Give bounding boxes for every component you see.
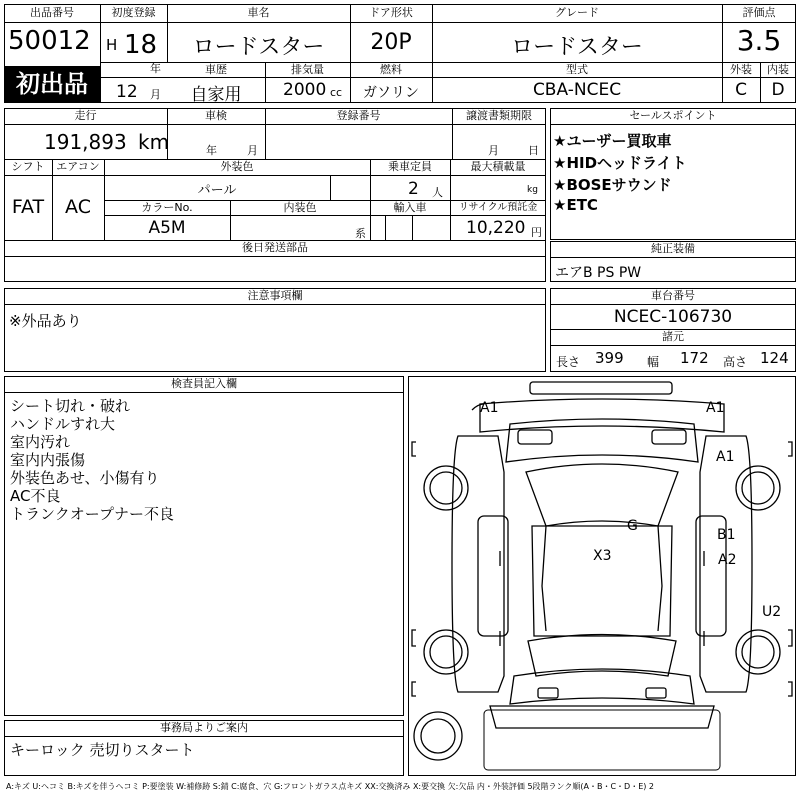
- era: H: [106, 36, 118, 54]
- dims-label: 諸元: [662, 330, 684, 343]
- shift: FAT: [11, 196, 45, 218]
- notes-label: 注意事項欄: [247, 289, 303, 302]
- ac-label: エアコン: [56, 160, 100, 173]
- exterior-label: 外装: [730, 63, 752, 76]
- sales-point-4: ★ETC: [553, 196, 598, 214]
- mark-a2-right-door: A2: [718, 552, 737, 568]
- load-unit: kg: [527, 185, 538, 195]
- height: 124: [760, 349, 789, 367]
- width-label: 幅: [647, 355, 660, 369]
- year-unit: 年: [150, 62, 161, 75]
- door-type: 20P: [370, 30, 412, 55]
- model-code: CBA-NCEC: [532, 80, 622, 100]
- sales-points-label: セールスポイント: [629, 109, 717, 122]
- notes-value: ※外品あり: [9, 312, 82, 330]
- ext-color: パール: [197, 183, 237, 198]
- displacement: 2000: [283, 80, 327, 100]
- transfer-day-unit: 日: [528, 144, 539, 157]
- transfer-month-unit: 月: [488, 144, 499, 157]
- later-parts-label: 後日発送部品: [242, 241, 308, 254]
- month-unit: 月: [150, 88, 161, 101]
- exterior-grade: C: [735, 80, 747, 100]
- first-reg-month: 12: [116, 82, 138, 102]
- mileage: 191,893: [44, 130, 127, 154]
- inspection-month-unit: 月: [247, 144, 258, 157]
- interior-label: 内装: [767, 63, 789, 76]
- door-label: ドア形状: [369, 6, 413, 19]
- int-color-unit: 系: [355, 227, 366, 240]
- fuel: ガソリン: [363, 85, 419, 101]
- chassis-label: 車台番号: [651, 289, 695, 302]
- mark-a1-front-right: A1: [706, 400, 725, 416]
- recycle: 10,220: [466, 218, 526, 238]
- score-label: 評価点: [742, 6, 776, 19]
- mark-g-windshield: G: [627, 518, 638, 534]
- sales-point-3: ★BOSEサウンド: [553, 176, 672, 194]
- model-code-label: 型式: [566, 63, 588, 76]
- office-value: キーロック 売切りスタート: [10, 741, 195, 759]
- load-label: 最大積載量: [470, 160, 526, 173]
- equipment-label: 純正装備: [651, 242, 695, 255]
- office-label: 事務局よりご案内: [160, 721, 248, 734]
- mileage-label: 走行: [74, 109, 97, 122]
- mark-x3-roof: X3: [593, 548, 612, 564]
- height-label: 高さ: [723, 355, 748, 369]
- first-listing-badge: 初出品: [4, 66, 100, 103]
- capacity-label: 乗車定員: [388, 160, 432, 173]
- inspection-label: 車検: [205, 109, 227, 122]
- history: 自家用: [190, 85, 242, 105]
- ac: AC: [65, 196, 91, 218]
- inspector-line-5: 外装色あせ、小傷有り: [10, 469, 160, 487]
- inspector-line-1: シート切れ・破れ: [10, 397, 131, 415]
- car-body-diagram: [408, 376, 796, 776]
- mark-a1-front-left: A1: [480, 400, 499, 416]
- inspector-line-3: 室内汚れ: [10, 433, 71, 451]
- fuel-label: 燃料: [380, 63, 402, 76]
- shift-label: シフト: [11, 160, 45, 173]
- recycle-unit: 円: [531, 226, 542, 239]
- grade-label: グレード: [555, 6, 599, 19]
- displacement-label: 排気量: [291, 63, 324, 76]
- grade: ロードスター: [511, 35, 643, 60]
- capacity: 2: [408, 179, 419, 199]
- listing-no: 50012: [8, 26, 91, 56]
- sales-point-1: ★ユーザー買取車: [553, 132, 672, 150]
- first-reg-year: 18: [124, 30, 158, 60]
- inspector-label: 検査員記入欄: [171, 377, 237, 390]
- inspector-line-6: AC不良: [10, 487, 61, 505]
- length: 399: [595, 349, 624, 367]
- displacement-unit: cc: [330, 86, 343, 99]
- ext-color-label: 外装色: [220, 160, 254, 173]
- inspector-line-2: ハンドルすれ大: [10, 415, 116, 433]
- color-no-label: カラーNo.: [141, 201, 193, 214]
- mark-u2-right-rear: U2: [762, 604, 782, 620]
- width: 172: [680, 349, 709, 367]
- car-name: ロードスター: [192, 35, 325, 60]
- legend: A:キズ U:ヘコミ B:キズを伴うヘコミ P:要塗装 W:補修跡 S:錆 C:腐食、穴 G:フロントガラス点キズ XX:交換済み X:要交換 欠:欠品 内・外装評価 5段階ランク順(A・B・C・D・E) 2: [6, 782, 655, 791]
- inspector-line-7: トランクオープナー不良: [10, 505, 174, 523]
- inspection-year-unit: 年: [206, 144, 217, 157]
- length-label: 長さ: [556, 355, 581, 369]
- mark-b1-right-door: B1: [717, 527, 736, 543]
- first-reg-label: 初度登録: [111, 6, 156, 19]
- listing-no-label: 出品番号: [30, 6, 74, 19]
- reg-no-label: 登録番号: [336, 109, 381, 122]
- int-color-label: 内装色: [283, 201, 317, 214]
- interior-grade: D: [771, 80, 785, 100]
- inspector-line-4: 室内内張傷: [10, 451, 86, 469]
- sales-point-2: ★HIDヘッドライト: [553, 154, 687, 172]
- history-label: 車歴: [205, 63, 227, 76]
- mileage-unit: km: [138, 130, 170, 154]
- recycle-label: リサイクル預託金: [458, 202, 538, 213]
- color-no: A5M: [148, 218, 186, 238]
- capacity-unit: 人: [432, 186, 443, 199]
- transfer-label: 譲渡書類期限: [466, 109, 532, 122]
- chassis-no: NCEC-106730: [613, 307, 733, 327]
- car-name-label: 車名: [247, 6, 270, 19]
- score: 3.5: [736, 24, 782, 57]
- mark-a1-right-fender: A1: [716, 449, 735, 465]
- equipment-value: エアB PS PW: [555, 265, 642, 281]
- import-label: 輸入車: [393, 201, 427, 214]
